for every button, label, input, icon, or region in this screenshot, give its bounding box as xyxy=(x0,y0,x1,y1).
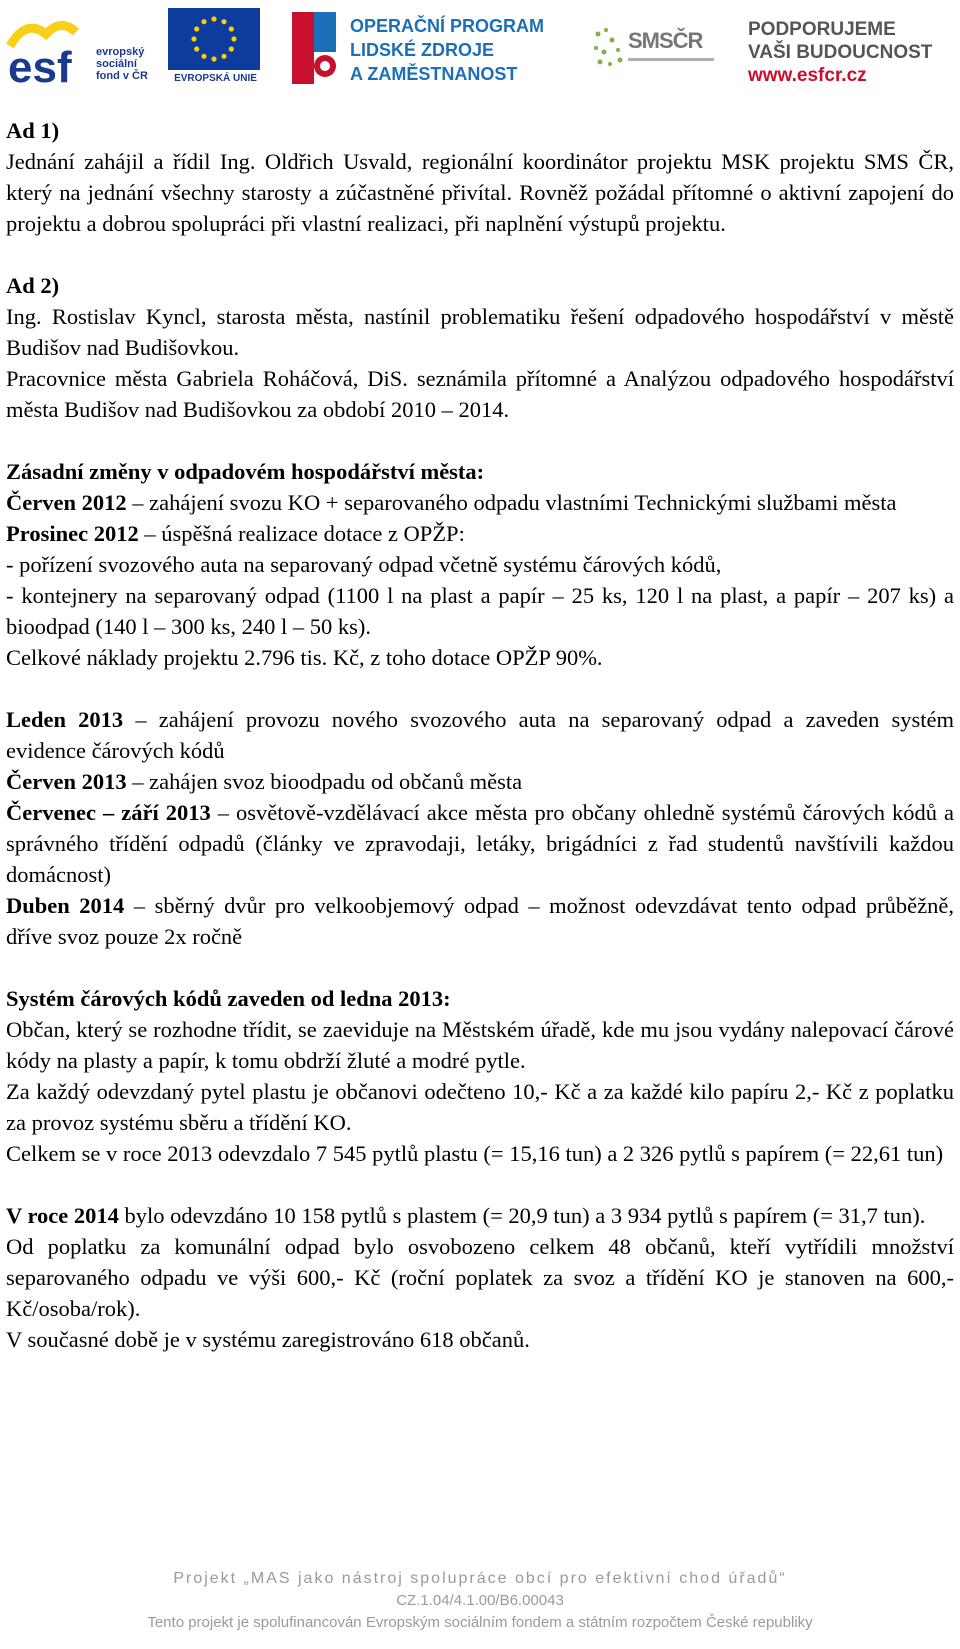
smscr-logo-text: SMSČR xyxy=(628,28,703,53)
footer-project-number: CZ.1.04/4.1.00/B6.00043 xyxy=(396,1592,564,1609)
changes-heading: Zásadní změny v odpadovém hospodářství města: xyxy=(6,459,485,484)
changes-item: - pořízení svozového auta na separovaný odpad včetně systému čárových kódů, xyxy=(6,552,722,577)
year-2014-exemption: Od poplatku za komunální odpad bylo osvobozeno celkem 48 občanů, kteří vytřídili množství separovaného odpadu ve výši 600,- Kč (roční poplatek za svoz a třídění KO je stanoven na 600,- Kč/osoba/rok). xyxy=(6,1234,954,1321)
slogan-line-2: VAŠI BUDOUCNOST xyxy=(748,42,933,63)
op-logo-text: OPERAČNÍ PROGRAM LIDSKÉ ZDROJE A ZAMĚSTNANOST xyxy=(350,16,545,84)
header-logos xyxy=(0,0,960,95)
eu-flag-icon xyxy=(168,8,260,70)
changes-event-december-2012: Prosinec 2012 – úspěšná realizace dotace z OPŽP: xyxy=(6,521,465,546)
changes-costs: Celkové náklady projektu 2.796 tis. Kč, z toho dotace OPŽP 90%. xyxy=(6,645,603,670)
timeline-april-2014: Duben 2014 – sběrný dvůr pro velkoobjemový odpad – možnost odevzdávat tento odpad průběžně, dříve svoz pouze 2x ročně xyxy=(6,893,955,949)
smscr-logo xyxy=(590,20,715,80)
ad2-heading: Ad 2) xyxy=(6,273,60,298)
slogan-url: www.esfcr.cz xyxy=(748,65,867,86)
year-2014-summary: V roce 2014 bylo odevzdáno 10 158 pytlů s plastem (= 20,9 tun) a 3 934 pytlů s papírem (= 31,7 tun). xyxy=(6,1203,926,1228)
timeline-july-september-2013: Červenec – září 2013 – osvětově-vzdělávací akce města pro občany ohledně systémů čárových kódů a správného třídění odpadů (články ve zpravodaji, letáky, brigádníci z řad studentů navštívili každou domácnost) xyxy=(6,800,955,887)
op-logo xyxy=(290,8,570,88)
eu-logo-caption: EVROPSKÁ UNIE xyxy=(174,73,257,84)
year-2014-registered: V současné době je v systému zaregistrováno 618 občanů. xyxy=(6,1327,530,1352)
footer-funding-note: Tento projekt je spolufinancován Evropským sociálním fondem a státním rozpočtem České republiky xyxy=(147,1614,813,1631)
eu-logo xyxy=(168,8,263,86)
esf-logo-caption: evropský sociální fond v ČR xyxy=(96,46,148,82)
timeline-january-2013: Leden 2013 – zahájení provozu nového svozového auta na separovaný odpad a zaveden systém evidence čárových kódů xyxy=(6,707,954,763)
smscr-logo-underline xyxy=(628,58,714,61)
slogan-logo xyxy=(748,18,958,88)
esf-logo-letters: esf xyxy=(8,43,72,86)
changes-item: - kontejnery na separovaný odpad (1100 l na plast a papír – 25 ks, 120 l na plast, a papír – 207 ks) a bioodpad (140 l – 300 ks, 240 l – 50 ks). xyxy=(6,583,954,639)
barcode-heading: Systém čárových kódů zaveden od ledna 2013: xyxy=(6,986,451,1011)
ad2-paragraph-1: Ing. Rostislav Kyncl, starosta města, nastínil problematiku řešení odpadového hospodářství v městě Budišov nad Budišovkou. xyxy=(6,304,954,360)
esf-logo xyxy=(6,8,156,86)
ad1-text: Jednání zahájil a řídil Ing. Oldřich Usvald, regionální koordinátor projektu MSK projektu SMS ČR, který na jednání všechny starosty a zúčastněné přivítal. Rovněž požádal přítomné o aktivní zapojení do projektu a dobrou spolupráci při vlastní realizaci, při naplnění výstupů projektu. xyxy=(6,149,954,236)
changes-event-june-2012: Červen 2012 – zahájení svozu KO + separovaného odpadu vlastními Technickými službami města xyxy=(6,490,897,515)
op-logo-mark xyxy=(290,10,340,86)
barcode-paragraph-3: Celkem se v roce 2013 odevzdalo 7 545 pytlů plastu (= 15,16 tun) a 2 326 pytlů s papírem (= 22,61 tun) xyxy=(6,1141,944,1166)
smscr-dots-icon xyxy=(590,24,630,72)
esf-logo-mark xyxy=(6,8,91,86)
footer-project-title: Projekt „MAS jako nástroj spolupráce obcí pro efektivní chod úřadů“ xyxy=(173,1570,787,1587)
barcode-paragraph-1: Občan, který se rozhodne třídit, se zaeviduje na Městském úřadě, kde mu jsou vydány nalepovací čárové kódy na plasty a papír, k tomu obdrží žluté a modré pytle. xyxy=(6,1017,954,1073)
ad2-paragraph-2: Pracovnice města Gabriela Roháčová, DiS. seznámila přítomné a Analýzou odpadového hospodářství města Budišov nad Budišovkou za období 2010 – 2014. xyxy=(6,366,954,422)
barcode-paragraph-2: Za každý odevzdaný pytel plastu je občanovi odečteno 10,- Kč a za každé kilo papíru 2,- Kč z poplatku za provoz systému sběru a třídění KO. xyxy=(6,1079,954,1135)
slogan-line-1: PODPORUJEME xyxy=(748,19,896,40)
document-body xyxy=(6,115,954,1355)
timeline-june-2013: Červen 2013 – zahájen svoz bioodpadu od občanů města xyxy=(6,769,523,794)
ad1-heading: Ad 1) xyxy=(6,118,60,143)
footer xyxy=(0,1568,960,1634)
